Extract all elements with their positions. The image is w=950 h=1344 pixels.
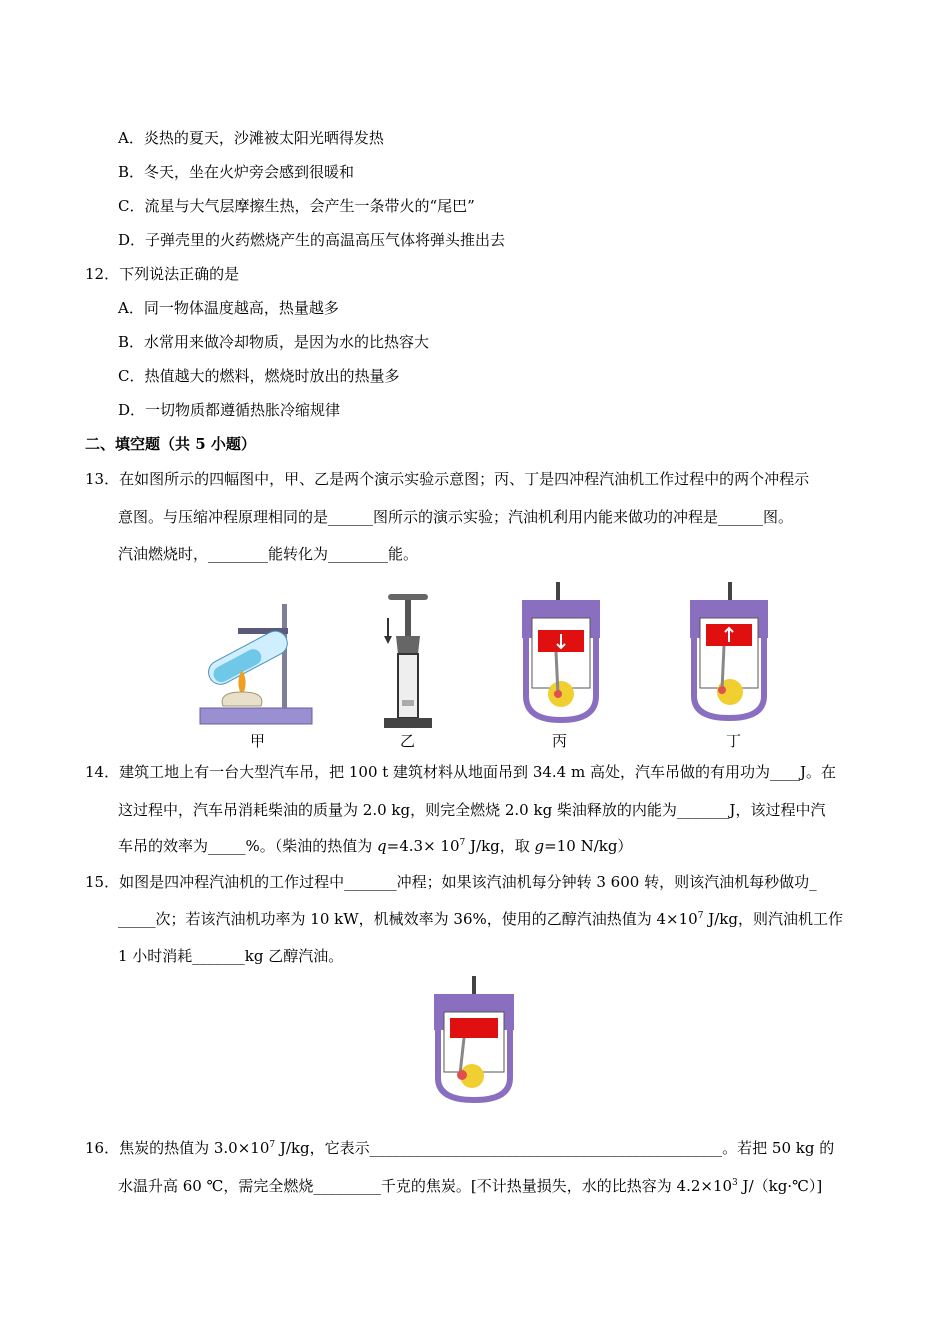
q15-line2-part-a: _____次；若该汽油机功率为 10 kW，机械效率为 36%，使用的乙醇汽油热值为 4×10: [118, 910, 698, 928]
figure-ding-engine-stroke: [684, 578, 774, 724]
q12-option-b: B．水常用来做冷却物质，是因为水的比热容大: [118, 333, 430, 351]
q16-line2-part-b: J/（kg·℃）]: [737, 1177, 823, 1195]
figure-yi-compression-cylinder: [378, 588, 438, 734]
q16-line2-part-a: 水温升高 60 ℃，需完全燃烧_________千克的焦炭。[不计热量损失，水的比热容为 4.2×10: [118, 1177, 733, 1195]
q16-line1: [85, 1138, 834, 1158]
q16-exponent-3: 3: [732, 1178, 738, 1188]
q14-line2: 这过程中，汽车吊消耗柴油的质量为 2.0 kg，则完全燃烧 2.0 kg 柴油释放的内能为_______J，该过程中汽: [118, 801, 826, 819]
section-heading: 二、填空题（共 5 小题）: [85, 435, 256, 453]
q15-line2-part-b: J/kg，则汽油机工作: [703, 910, 843, 928]
q15-line1: 15．如图是四冲程汽油机的工作过程中_______冲程；如果该汽油机每分钟转 3 600 转，则该汽油机每秒做功_: [85, 873, 817, 891]
q13-line2: 意图。与压缩冲程原理相同的是______图所示的演示实验；汽油机利用内能来做功的冲程是______图。: [118, 508, 794, 526]
q12-stem: 12．下列说法正确的是: [85, 265, 240, 283]
caption-yi: 乙: [400, 732, 416, 750]
figure-q15-engine: [428, 974, 520, 1106]
q15-exponent: 7: [697, 911, 704, 921]
q13-line3: 汽油燃烧时，________能转化为________能。: [118, 545, 419, 563]
q11-option-d: D．子弹壳里的火药燃烧产生的高温高压气体将弹头推出去: [118, 231, 506, 249]
q14-line3: [118, 836, 632, 856]
q12-option-c: C．热值越大的燃料，燃烧时放出的热量多: [118, 367, 400, 385]
q14-line3-part-c: J/kg，取: [465, 837, 535, 855]
q11-option-c: C．流星与大气层摩擦生热，会产生一条带火的“尾巴”: [118, 197, 475, 215]
q14-var-q: q: [377, 837, 387, 855]
q13-line1: 13．在如图所示的四幅图中，甲、乙是两个演示实验示意图；丙、丁是四冲程汽油机工作过程中的两个冲程示: [85, 470, 810, 488]
q12-option-a: A．同一物体温度越高，热量越多: [118, 299, 339, 317]
q16-line1-part-a: 16．焦炭的热值为 3.0×10: [85, 1139, 270, 1157]
q16-line2: [118, 1176, 822, 1196]
q14-line3-part-b: =4.3× 10: [386, 837, 460, 855]
caption-ding: 丁: [726, 732, 742, 750]
q15-line2: [118, 909, 843, 929]
q11-option-b: B．冬天，坐在火炉旁会感到很暖和: [118, 163, 355, 181]
q16-exponent-7: 7: [269, 1140, 276, 1150]
q14-var-g: g: [534, 837, 545, 855]
q12-option-d: D．一切物质都遵循热胀冷缩规律: [118, 401, 341, 419]
q14-line3-part-a: 车吊的效率为_____%。（柴油的热值为: [118, 837, 378, 855]
figure-bing-engine-stroke: [516, 578, 606, 726]
caption-bing: 丙: [552, 732, 568, 750]
q11-option-a: A．炎热的夏天，沙滩被太阳光晒得发热: [118, 129, 384, 147]
q16-line1-part-b: J/kg，它表示_______________________________________________。若把 50 kg 的: [275, 1139, 835, 1157]
q15-line3: 1 小时消耗_______kg 乙醇汽油。: [118, 947, 344, 965]
caption-jia: 甲: [250, 732, 266, 750]
figure-jia-test-tube-heating: [178, 600, 336, 732]
q14-line3-part-d: =10 N/kg）: [544, 837, 633, 855]
q14-line1: 14．建筑工地上有一台大型汽车吊，把 100 t 建筑材料从地面吊到 34.4 m 高处，汽车吊做的有用功为____J。在: [85, 763, 836, 781]
q14-exponent: 7: [459, 838, 466, 848]
